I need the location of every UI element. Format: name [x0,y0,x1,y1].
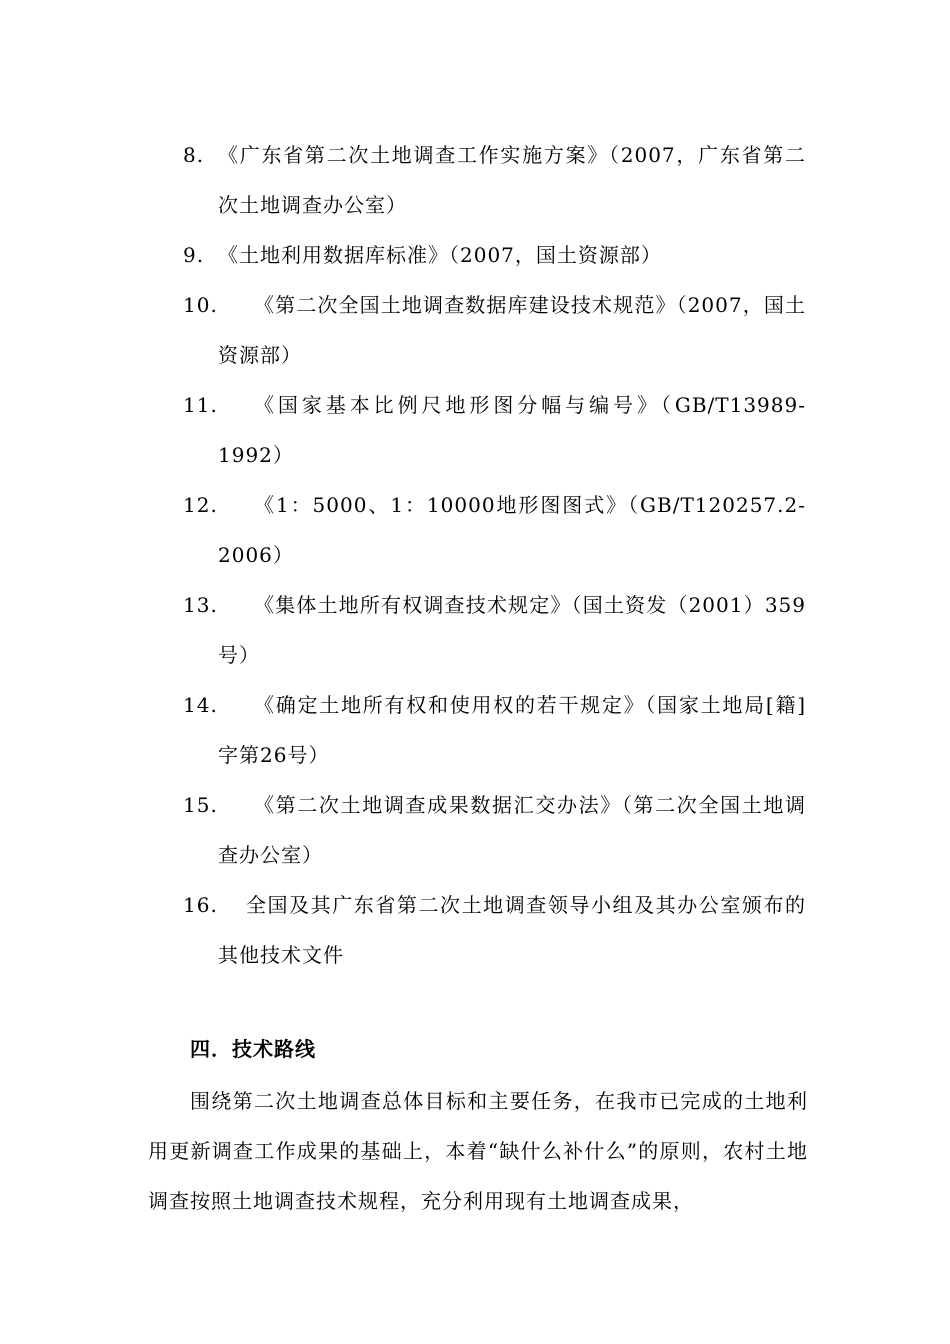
reference-text: 《集体土地所有权调查技术规定》（国土资发（2001）359号） [218,593,806,667]
reference-text: 《土地利用数据库标准》（2007，国土资源部） [218,243,662,267]
reference-list [0,130,950,980]
reference-number: 12. [183,493,218,517]
reference-text: 《第二次土地调查成果数据汇交办法》（第二次全国土地调查办公室） [218,793,806,867]
body-paragraph: 围绕第二次土地调查总体目标和主要任务，在我市已完成的土地利用更新调查工作成果的基础上，本着“缺什么补什么”的原则，农村土地调查按照土地调查技术规程，充分利用现有土地调查成果， [148,1089,808,1213]
reference-text: 《确定土地所有权和使用权的若干规定》（国家土地局[籍]字第26号） [218,693,806,767]
reference-item-10 [0,280,950,380]
reference-text: 《国家基本比例尺地形图分幅与编号》（GB/T13989-1992） [218,393,806,467]
reference-item-16 [0,880,950,980]
reference-number: 9. [183,243,205,267]
reference-number: 13. [183,593,218,617]
reference-item-8 [0,130,950,230]
reference-number: 15. [183,793,218,817]
reference-text: 《第二次全国土地调查数据库建设技术规范》（2007，国土资源部） [218,293,806,367]
reference-text: 《1：5000、1：10000地形图图式》（GB/T120257.2-2006） [218,493,806,567]
reference-item-15 [0,780,950,880]
reference-number: 8. [183,143,205,167]
reference-item-14 [0,680,950,780]
reference-item-12 [0,480,950,580]
reference-number: 16. [183,893,218,917]
section-heading: 四．技术路线 [190,1037,316,1061]
reference-number: 10. [183,293,218,317]
reference-item-13 [0,580,950,680]
reference-text: 《广东省第二次土地调查工作实施方案》（2007，广东省第二次土地调查办公室） [218,143,806,217]
reference-number: 11. [183,393,218,417]
reference-item-9 [0,230,950,280]
reference-item-11 [0,380,950,480]
reference-text: 全国及其广东省第二次土地调查领导小组及其办公室颁布的其他技术文件 [218,893,806,967]
reference-number: 14. [183,693,218,717]
